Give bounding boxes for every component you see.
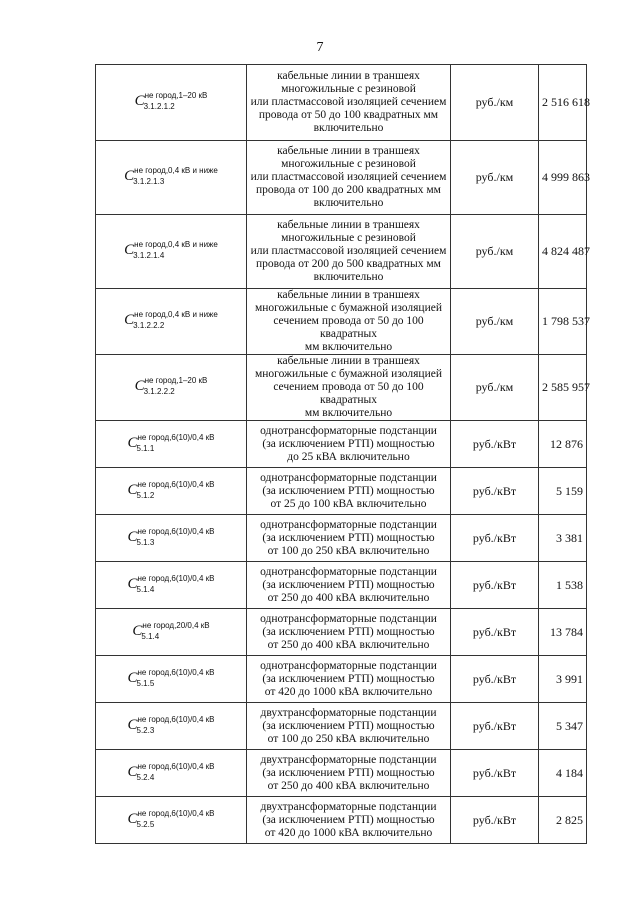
table-row [96,656,587,703]
description-line: (за исключением РТП) мощностью [262,813,435,826]
description-line: (за исключением РТП) мощностью [262,766,435,779]
table-row [96,797,587,844]
description-line: (за исключением РТП) мощностью [262,672,435,685]
description-line: однотрансформаторные подстанции [260,471,437,484]
description-line: многожильные с резиновой [281,83,416,95]
unit-cell: руб./км [451,65,539,141]
rate-subscript: 5.1.4 [141,631,160,641]
rate-superscript: не город,0,4 кВ и ниже [134,310,218,319]
description-line: мм включительно [304,341,393,353]
table-row [96,355,587,421]
table-row [96,562,587,609]
rate-code [124,166,218,186]
rate-code [128,433,215,453]
description-line: кабельные линии в траншеях [277,145,420,157]
rate-superscript: не город,1–20 кВ [144,91,208,100]
rate-superscript: не город,6(10)/0,4 кВ [137,432,215,442]
description-cell [247,609,451,656]
rate-value-cell: 5 347 [539,703,587,750]
rate-code [128,762,215,782]
rate-code-cell [96,656,247,703]
description-line: от 420 до 1000 кВА включительно [264,826,433,839]
description-line: однотрансформаторные подстанции [260,612,437,625]
description-line: (за исключением РТП) мощностью [262,484,435,497]
rate-subscript: 5.2.4 [136,772,155,782]
rate-superscript: не город,20/0,4 кВ [142,620,210,630]
rate-code [128,668,215,688]
description-cell [247,355,451,421]
rate-code [132,621,209,641]
rate-subscript: 5.1.3 [136,537,155,547]
rate-code [128,574,215,594]
rate-code-cell [96,797,247,844]
rate-subscript: 3.1.2.1.4 [133,251,165,260]
description-line: от 420 до 1000 кВА включительно [264,685,433,698]
description-line: от 250 до 400 кВА включительно [267,638,430,651]
rate-symbol: C [127,575,138,592]
rate-code-cell [96,703,247,750]
description-line: до 25 кВА включительно [287,450,410,463]
description-line: или пластмассовой изоляцией сечением [250,245,447,257]
description-cell [247,215,451,289]
description-line: от 100 до 250 кВА включительно [267,544,430,557]
rate-superscript: не город,6(10)/0,4 кВ [137,761,215,771]
rate-code [135,91,208,111]
rate-symbol: C [127,810,138,827]
description-line: кабельные линии в траншеях [277,219,420,231]
rate-symbol: C [127,481,138,498]
unit-cell: руб./кВт [451,609,539,656]
description-line: или пластмассовой изоляцией сечением [250,171,447,183]
description-cell [247,797,451,844]
description-cell [247,656,451,703]
table-row [96,750,587,797]
rate-value-cell: 2 585 957 [539,355,587,421]
description-line: (за исключением РТП) мощностью [262,625,435,638]
description-line: многожильные с резиновой [281,232,416,244]
unit-cell: руб./кВт [451,562,539,609]
rate-value-cell: 4 184 [539,750,587,797]
table-row [96,421,587,468]
description-line: или пластмассовой изоляцией сечением [250,96,447,108]
unit-cell: руб./км [451,355,539,421]
rate-code-cell [96,750,247,797]
description-cell [247,468,451,515]
description-line: сечением провода от 50 до 100 квадратных [273,315,424,340]
unit-cell: руб./км [451,215,539,289]
description-line: (за исключением РТП) мощностью [262,578,435,591]
rate-value-cell: 2 825 [539,797,587,844]
rate-subscript: 3.1.2.2.2 [143,387,175,396]
rate-code [128,809,215,829]
rate-code-cell [96,515,247,562]
description-line: кабельные линии в траншеях [277,289,420,301]
rate-code-cell [96,468,247,515]
rate-code-cell [96,65,247,141]
rate-symbol: C [134,378,145,394]
table-row [96,141,587,215]
rate-symbol: C [132,622,143,639]
table-row [96,609,587,656]
rate-superscript: не город,0,4 кВ и ниже [134,240,218,249]
description-line: многожильные с бумажной изоляцией [254,302,442,314]
rate-code-cell [96,609,247,656]
description-line: многожильные с бумажной изоляцией [254,368,442,380]
description-line: от 25 до 100 кВА включительно [270,497,427,510]
rate-code-cell [96,215,247,289]
rate-code [128,527,215,547]
description-cell [247,703,451,750]
rate-superscript: не город,6(10)/0,4 кВ [137,573,215,583]
unit-cell: руб./км [451,141,539,215]
description-line: мм включительно [304,407,393,419]
table-row [96,515,587,562]
rate-symbol: C [127,669,138,686]
rate-code [135,376,208,396]
description-cell [247,421,451,468]
description-line: двухтрансформаторные подстанции [260,800,437,813]
rate-code [124,240,218,260]
description-line: кабельные линии в траншеях [277,355,420,367]
rate-value-cell: 5 159 [539,468,587,515]
description-line: включительно [313,122,384,134]
table-row [96,215,587,289]
rate-superscript: не город,1–20 кВ [144,376,208,385]
description-line: кабельные линии в траншеях [277,70,420,82]
rate-subscript: 3.1.2.2.2 [133,321,165,330]
page-number: 7 [316,40,324,55]
unit-cell: руб./кВт [451,515,539,562]
rate-subscript: 5.2.3 [136,725,155,735]
table-row [96,703,587,750]
rate-value-cell: 3 991 [539,656,587,703]
unit-cell: руб./кВт [451,750,539,797]
description-line: от 250 до 400 кВА включительно [267,779,430,792]
rate-value-cell: 2 516 618 [539,65,587,141]
rate-subscript: 5.1.5 [136,678,155,688]
description-line: однотрансформаторные подстанции [260,565,437,578]
rate-value-cell: 1 538 [539,562,587,609]
description-line: однотрансформаторные подстанции [260,424,437,437]
unit-cell: руб./кВт [451,703,539,750]
description-cell [247,750,451,797]
rate-symbol: C [124,312,135,328]
rate-symbol: C [134,93,145,109]
rate-superscript: не город,0,4 кВ и ниже [134,166,218,175]
unit-cell: руб./кВт [451,797,539,844]
description-line: провода от 200 до 500 квадратных мм [256,258,441,270]
rate-symbol: C [127,528,138,545]
rate-symbol: C [124,168,135,184]
description-line: (за исключением РТП) мощностью [262,531,435,544]
rate-code [128,715,215,735]
description-line: от 100 до 250 кВА включительно [267,732,430,745]
table-row [96,65,587,141]
description-line: (за исключением РТП) мощностью [262,719,435,732]
rate-code-cell [96,421,247,468]
rate-superscript: не город,6(10)/0,4 кВ [137,714,215,724]
rate-subscript: 3.1.2.1.2 [143,102,175,111]
rate-symbol: C [127,716,138,733]
description-cell [247,562,451,609]
description-line: многожильные с резиновой [281,158,416,170]
rate-code [128,480,215,500]
rate-subscript: 5.2.5 [136,819,155,829]
description-line: провода от 100 до 200 квадратных мм [256,184,441,196]
description-line: однотрансформаторные подстанции [260,659,437,672]
unit-cell: руб./кВт [451,468,539,515]
rate-symbol: C [127,763,138,780]
rate-code [124,310,218,330]
description-cell [247,141,451,215]
description-line: включительно [313,271,384,283]
rate-subscript: 3.1.2.1.3 [133,177,165,186]
rate-value-cell: 1 798 537 [539,289,587,355]
rate-value-cell: 13 784 [539,609,587,656]
description-cell [247,65,451,141]
rate-value-cell: 4 999 863 [539,141,587,215]
unit-cell: руб./кВт [451,656,539,703]
rate-code-cell [96,289,247,355]
tariff-table [95,64,590,844]
rate-code-cell [96,141,247,215]
description-line: (за исключением РТП) мощностью [262,437,435,450]
rate-superscript: не город,6(10)/0,4 кВ [137,667,215,677]
rate-code-cell [96,355,247,421]
description-line: провода от 50 до 100 квадратных мм [258,109,439,121]
rate-superscript: не город,6(10)/0,4 кВ [137,526,215,536]
table-row [96,468,587,515]
rate-subscript: 5.1.1 [136,443,155,453]
rate-symbol: C [127,434,138,451]
rate-value-cell: 12 876 [539,421,587,468]
rate-superscript: не город,6(10)/0,4 кВ [137,479,215,489]
description-line: двухтрансформаторные подстанции [260,753,437,766]
unit-cell: руб./кВт [451,421,539,468]
rate-value-cell: 4 824 487 [539,215,587,289]
table-row [96,289,587,355]
unit-cell: руб./км [451,289,539,355]
rate-value-cell: 3 381 [539,515,587,562]
rate-code-cell [96,562,247,609]
rate-subscript: 5.1.4 [136,584,155,594]
description-line: однотрансформаторные подстанции [260,518,437,531]
description-cell [247,289,451,355]
rate-superscript: не город,6(10)/0,4 кВ [137,808,215,818]
description-line: от 250 до 400 кВА включительно [267,591,430,604]
description-line: включительно [313,197,384,209]
description-cell [247,515,451,562]
rate-symbol: C [124,242,135,258]
description-line: сечением провода от 50 до 100 квадратных [273,381,424,406]
rate-subscript: 5.1.2 [136,490,155,500]
description-line: двухтрансформаторные подстанции [260,706,437,719]
